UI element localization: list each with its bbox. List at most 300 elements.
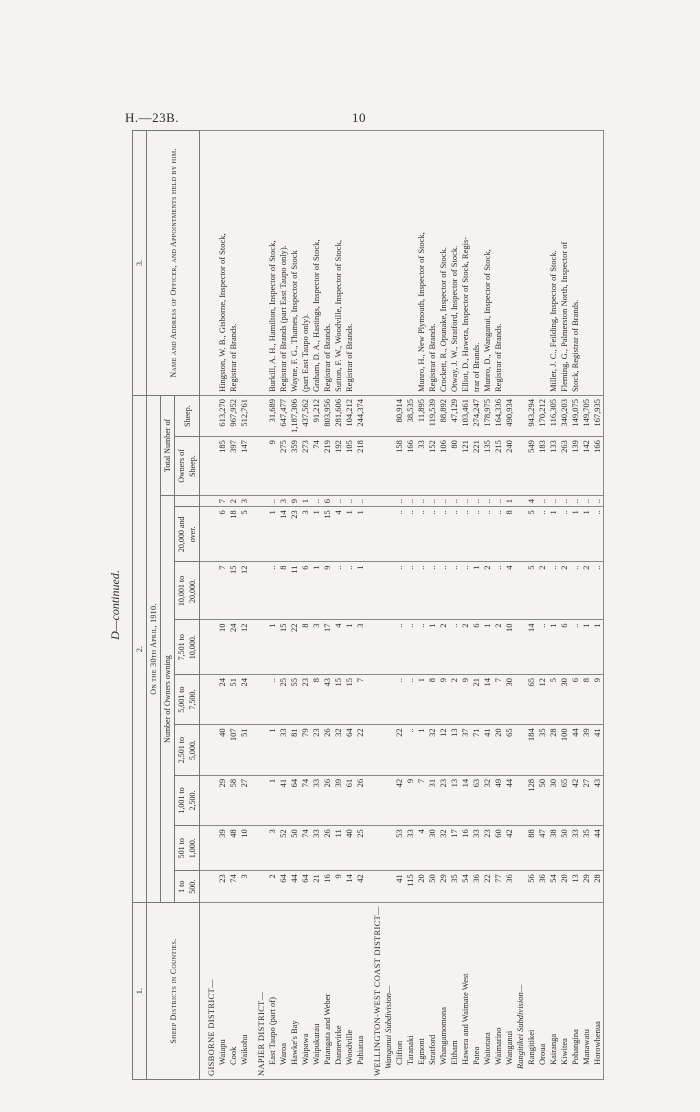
table-cell: 3 — [300, 507, 311, 562]
table-cell: 22 — [355, 725, 366, 775]
officer-cell: Registrar of Brands. — [228, 131, 239, 396]
empty-cell — [366, 562, 383, 620]
table-cell: 3 — [311, 620, 322, 674]
table-cell: 1 — [504, 495, 515, 506]
table-row — [267, 131, 278, 1080]
table-cell: .. — [355, 495, 366, 506]
table-cell: .. — [548, 562, 559, 620]
officer-cell: Burkill, A. H., Hamilton, Inspector of Stock, — [267, 131, 278, 396]
table-cell: 133 — [548, 437, 559, 496]
table-cell: .. — [449, 495, 460, 506]
table-cell: 166 — [592, 437, 604, 496]
table-cell: .. — [460, 495, 471, 506]
table-cell: 105 — [344, 437, 355, 496]
table-cell: 54 — [460, 871, 471, 903]
table-cell: 397 — [228, 437, 239, 496]
table-cell: 5 — [526, 507, 537, 562]
district-name: Taranaki — [405, 903, 416, 1080]
district-name: Waipukurau — [311, 903, 322, 1080]
table-cell: 14 — [482, 674, 493, 724]
table-cell: .. — [559, 495, 570, 506]
table-cell: .. — [311, 495, 322, 506]
table-cell: 3 — [239, 871, 250, 903]
table-cell: 33 — [311, 775, 322, 825]
table-cell: 55 — [289, 674, 300, 724]
table-cell: 51 — [228, 674, 239, 724]
table-cell: .. — [449, 562, 460, 620]
table-cell: 1 — [300, 495, 311, 506]
district-name: Pahiatua — [355, 903, 366, 1080]
empty-cell — [515, 396, 526, 437]
header-owners-of-sheep: Owners of Sheep. — [175, 437, 200, 496]
table-row — [559, 131, 570, 1080]
table-cell: 10 — [239, 826, 250, 871]
district-name: Waimarino — [493, 903, 504, 1080]
officer-cell — [537, 131, 548, 396]
table-cell: 116,305 — [548, 396, 559, 437]
table-cell: 32 — [482, 775, 493, 825]
table-cell: .. — [537, 507, 548, 562]
table-cell: 8 — [427, 674, 438, 724]
col-number-1: 1. — [133, 903, 147, 1080]
district-name: East Taupo (part of) — [267, 903, 278, 1080]
district-name: Stratford — [427, 903, 438, 1080]
table-cell: .. — [471, 495, 482, 506]
empty-cell — [200, 775, 218, 825]
table-cell: .. — [449, 507, 460, 562]
empty-cell — [515, 725, 526, 775]
officer-cell: Registrar of Brands. — [344, 131, 355, 396]
table-cell: 2 — [460, 620, 471, 674]
table-cell: 12 — [239, 562, 250, 620]
officer-cell: Otway, J. W., Stratford, Inspector of Stock. — [449, 131, 460, 396]
table-cell: 149,705 — [581, 396, 592, 437]
empty-cell — [200, 507, 218, 562]
district-heading-row — [250, 131, 267, 1080]
empty-cell — [515, 871, 526, 903]
empty-cell — [200, 826, 218, 871]
empty-cell — [200, 725, 218, 775]
empty-cell — [383, 775, 394, 825]
table-cell: .. — [493, 507, 504, 562]
table-cell: .. — [570, 620, 581, 674]
table-cell: 1 — [416, 674, 427, 724]
empty-cell — [383, 437, 394, 496]
empty-cell — [200, 620, 218, 674]
table-cell: 28 — [548, 725, 559, 775]
table-cell: 33 — [278, 725, 289, 775]
table-cell: 58 — [228, 775, 239, 825]
district-name: Patangata and Weber — [322, 903, 333, 1080]
district-name: Kairanga — [548, 903, 559, 1080]
table-cell: 8 — [311, 674, 322, 724]
table-cell: 12 — [438, 725, 449, 775]
table-cell: 50 — [427, 871, 438, 903]
table-cell: 549 — [526, 437, 537, 496]
table-cell: 281,606 — [333, 396, 344, 437]
table-cell: 6 — [300, 562, 311, 620]
table-cell: 967,952 — [228, 396, 239, 437]
table-cell: .. — [333, 562, 344, 620]
table-cell: 44 — [570, 725, 581, 775]
table-cell: 63 — [471, 775, 482, 825]
table-cell: 64 — [344, 725, 355, 775]
table-cell: 184 — [526, 725, 537, 775]
officer-cell: Miller, J. C., Feilding, Inspector of Stock. — [548, 131, 559, 396]
table-cell: 74 — [300, 775, 311, 825]
district-name: Waitotara — [482, 903, 493, 1080]
table-cell: 26 — [322, 775, 333, 825]
table-cell: 79 — [300, 725, 311, 775]
officer-cell: Registrar of Brands. — [322, 131, 333, 396]
table-cell: 14 — [344, 871, 355, 903]
table-cell: 167,935 — [592, 396, 604, 437]
table-cell: 2 — [449, 674, 460, 724]
table-cell: 2 — [438, 620, 449, 674]
table-cell: 119,539 — [427, 396, 438, 437]
table-cell: 49 — [493, 775, 504, 825]
table-cell: .. — [581, 495, 592, 506]
table-cell: 41 — [394, 871, 405, 903]
table-cell: 12 — [239, 620, 250, 674]
table-row — [228, 131, 239, 1080]
officer-cell: Sutton, F. W., Woodville, Inspector of Stock, — [333, 131, 344, 396]
table-cell: .. — [394, 674, 405, 724]
table-cell: 2 — [537, 562, 548, 620]
header-range: 1 to 500. — [175, 871, 200, 903]
empty-cell — [366, 871, 383, 903]
table-cell: .. — [592, 562, 604, 620]
table-cell: 9 — [592, 674, 604, 724]
table-cell: 65 — [526, 674, 537, 724]
table-cell: 16 — [322, 871, 333, 903]
empty-cell — [515, 620, 526, 674]
table-cell: 77 — [493, 871, 504, 903]
empty-cell — [250, 826, 267, 871]
table-row — [581, 131, 592, 1080]
table-cell: 47 — [537, 826, 548, 871]
table-cell: 183 — [537, 437, 548, 496]
table-cell: 25 — [355, 826, 366, 871]
table-cell: .. — [267, 562, 278, 620]
empty-cell — [515, 562, 526, 620]
empty-cell — [250, 871, 267, 903]
district-name: Egmont — [416, 903, 427, 1080]
table-cell: 1 — [471, 562, 482, 620]
table-cell: 30 — [504, 674, 515, 724]
table-cell: 88,892 — [438, 396, 449, 437]
table-cell: 1 — [581, 507, 592, 562]
table-cell: .. — [344, 562, 355, 620]
table-cell: 20 — [493, 725, 504, 775]
table-cell: 56 — [526, 871, 537, 903]
table-cell: 33 — [471, 826, 482, 871]
table-cell: 15 — [278, 620, 289, 674]
table-cell: 4 — [333, 620, 344, 674]
table-cell: .. — [405, 725, 416, 775]
officer-cell — [592, 131, 604, 396]
officer-cell: Munro, H., New Plymouth, Inspector of Stock, — [416, 131, 427, 396]
table-cell: 274,247 — [471, 396, 482, 437]
table-cell: 36 — [537, 871, 548, 903]
table-cell: 1,187,306 — [289, 396, 300, 437]
empty-cell — [250, 507, 267, 562]
table-row — [300, 131, 311, 1080]
table-row — [239, 131, 250, 1080]
table-cell: 23 — [300, 674, 311, 724]
table-row — [570, 131, 581, 1080]
table-cell: 4 — [416, 826, 427, 871]
empty-cell — [383, 562, 394, 620]
empty-cell — [383, 725, 394, 775]
empty-cell — [515, 826, 526, 871]
header-range: 2,501 to 5,000. — [175, 725, 200, 775]
table-cell: 14 — [278, 507, 289, 562]
table-cell: 2 — [267, 871, 278, 903]
table-cell: 6 — [471, 620, 482, 674]
header-date: On the 30th April, 1910. — [147, 396, 161, 903]
table-cell: 27 — [581, 775, 592, 825]
header-range: 7,501 to 10,000. — [175, 620, 200, 674]
empty-cell — [366, 725, 383, 775]
table-cell: 359 — [289, 437, 300, 496]
table-cell: 1 — [355, 562, 366, 620]
table-cell: 30 — [548, 775, 559, 825]
table-body — [200, 131, 604, 1080]
table-cell: 219 — [322, 437, 333, 496]
table-cell: 244,374 — [355, 396, 366, 437]
district-name: Clifton — [394, 903, 405, 1080]
table-cell: 29 — [581, 871, 592, 903]
table-cell: .. — [416, 507, 427, 562]
empty-cell — [366, 495, 383, 506]
table-cell: 22 — [289, 620, 300, 674]
table-cell: 33 — [311, 826, 322, 871]
officer-cell — [581, 131, 592, 396]
page-number: 10 — [352, 110, 366, 125]
table-cell: 5 — [548, 674, 559, 724]
header-range — [175, 495, 200, 506]
district-name: Rangitikei — [526, 903, 537, 1080]
table-cell: .. — [570, 495, 581, 506]
table-cell: 149,075 — [570, 396, 581, 437]
table-cell: 30 — [427, 826, 438, 871]
table-row — [537, 131, 548, 1080]
table-row — [592, 131, 604, 1080]
table-cell: 39 — [581, 725, 592, 775]
table-cell: 23 — [311, 725, 322, 775]
table-cell: 275 — [278, 437, 289, 496]
table-cell: 23 — [289, 507, 300, 562]
table-cell: .. — [537, 620, 548, 674]
district-name: Whangamomona — [438, 903, 449, 1080]
table-cell: .. — [460, 562, 471, 620]
table-cell: 44 — [289, 871, 300, 903]
district-name: Cook — [228, 903, 239, 1080]
table-cell: 8 — [504, 507, 515, 562]
table-cell: .. — [438, 495, 449, 506]
header-total-number: Total Number of — [161, 396, 175, 496]
header-range: 501 to 1,000. — [175, 826, 200, 871]
table-row — [278, 131, 289, 1080]
table-cell: 647,477 — [278, 396, 289, 437]
table-cell: .. — [493, 495, 504, 506]
table-cell: 29 — [217, 775, 228, 825]
table-cell: 42 — [394, 775, 405, 825]
table-cell: 2 — [581, 562, 592, 620]
empty-cell — [515, 495, 526, 506]
empty-cell — [366, 674, 383, 724]
table-cell: 31,689 — [267, 396, 278, 437]
officer-cell: Fleming, G., Palmerston North, Inspector of — [559, 131, 570, 396]
table-cell: 14 — [460, 775, 471, 825]
table-cell: 3 — [278, 495, 289, 506]
table-cell: .. — [482, 495, 493, 506]
empty-cell — [200, 674, 218, 724]
table-cell: 53 — [394, 826, 405, 871]
table-cell: 142 — [581, 437, 592, 496]
empty-cell — [366, 437, 383, 496]
empty-cell — [200, 495, 218, 506]
table-cell: .. — [592, 507, 604, 562]
table-cell: 61 — [344, 775, 355, 825]
district-title: NAPIER DISTRICT— — [250, 903, 267, 1080]
table-cell: 107 — [228, 725, 239, 775]
table-cell: 192 — [333, 437, 344, 496]
table-cell: .. — [405, 495, 416, 506]
table-cell: 21 — [471, 674, 482, 724]
table-cell: 23 — [438, 775, 449, 825]
table-row — [471, 131, 482, 1080]
table-cell: .. — [592, 495, 604, 506]
table-cell: 31 — [427, 775, 438, 825]
table-cell: 51 — [239, 725, 250, 775]
table-row — [449, 131, 460, 1080]
table-cell: .. — [416, 562, 427, 620]
table-cell: 40 — [217, 725, 228, 775]
table-cell: 42 — [570, 775, 581, 825]
table-cell: 1 — [267, 507, 278, 562]
table-row — [217, 131, 228, 1080]
header-owners-owning: Number of Owners owning — [161, 495, 175, 902]
header-range: 10,001 to 20,000. — [175, 562, 200, 620]
district-name: Waipawa — [300, 903, 311, 1080]
officer-cell — [239, 131, 250, 396]
table-cell: 20 — [559, 871, 570, 903]
table-cell: 43 — [592, 775, 604, 825]
table-cell: 18 — [228, 507, 239, 562]
table-row — [405, 131, 416, 1080]
table-cell: .. — [427, 562, 438, 620]
empty-cell — [250, 131, 267, 396]
table-cell: 6 — [217, 507, 228, 562]
table-cell: 121 — [460, 437, 471, 496]
table-cell: 1 — [267, 620, 278, 674]
rotated-table-page — [100, 130, 670, 1080]
table-cell: 9 — [438, 674, 449, 724]
empty-cell — [366, 775, 383, 825]
table-cell: 104,212 — [344, 396, 355, 437]
table-cell: 38 — [548, 826, 559, 871]
district-name: Patea — [471, 903, 482, 1080]
table-cell: 12 — [537, 674, 548, 724]
empty-cell — [515, 437, 526, 496]
table-cell: 135 — [482, 437, 493, 496]
table-cell: 1 — [548, 507, 559, 562]
district-name: Kiwitea — [559, 903, 570, 1080]
table-cell: 1 — [592, 620, 604, 674]
officer-cell: Munro, D., Wanganui, Inspector of Stock, — [482, 131, 493, 396]
empty-cell — [200, 871, 218, 903]
table-cell: 2 — [493, 620, 504, 674]
officer-cell: trar of Brands. — [471, 131, 482, 396]
officer-cell — [405, 131, 416, 396]
table-cell: 9 — [322, 562, 333, 620]
district-name: Waroa — [278, 903, 289, 1080]
table-cell: 14 — [526, 620, 537, 674]
table-cell: .. — [416, 495, 427, 506]
table-cell: 54 — [548, 871, 559, 903]
table-cell: 88 — [526, 826, 537, 871]
table-cell: 74 — [228, 871, 239, 903]
table-cell: 100 — [559, 725, 570, 775]
table-cell: 13 — [570, 871, 581, 903]
empty-cell — [250, 725, 267, 775]
table-cell: 1 — [311, 562, 322, 620]
table-cell: 23 — [482, 826, 493, 871]
table-cell: 33 — [416, 437, 427, 496]
table-cell: 50 — [289, 826, 300, 871]
officer-cell — [526, 131, 537, 396]
table-cell: 71 — [471, 725, 482, 775]
table-cell: 32 — [427, 725, 438, 775]
table-cell: .. — [405, 562, 416, 620]
table-cell: 41 — [592, 725, 604, 775]
empty-cell — [250, 396, 267, 437]
table-cell: 30 — [559, 674, 570, 724]
table-cell: 1 — [311, 507, 322, 562]
district-title: WELLINGTON-WEST COAST DISTRICT— — [366, 903, 383, 1080]
table-cell: 24 — [228, 620, 239, 674]
table-row — [493, 131, 504, 1080]
table-cell: .. — [460, 507, 471, 562]
empty-cell — [250, 620, 267, 674]
district-name: Oroua — [537, 903, 548, 1080]
table-cell: 1 — [355, 507, 366, 562]
table-cell: 158 — [394, 437, 405, 496]
district-name: Horowhenua — [592, 903, 604, 1080]
table-cell: 64 — [289, 775, 300, 825]
subdivision-heading-row — [515, 131, 526, 1080]
district-name: Waiapu — [217, 903, 228, 1080]
table-cell: 65 — [504, 725, 515, 775]
table-cell: 1 — [570, 507, 581, 562]
table-cell: .. — [438, 507, 449, 562]
table-cell: 33 — [405, 826, 416, 871]
table-cell: .. — [394, 495, 405, 506]
table-cell: 41 — [278, 775, 289, 825]
empty-cell — [515, 775, 526, 825]
table-cell: 80,914 — [394, 396, 405, 437]
subdivision-heading-row — [383, 131, 394, 1080]
table-cell: 6 — [559, 620, 570, 674]
empty-cell — [250, 775, 267, 825]
officer-cell: Wayne, F. G., Thames, Inspector of Stock — [289, 131, 300, 396]
table-cell: 437,562 — [300, 396, 311, 437]
subdivision-title: Wanganui Subdivision— — [383, 903, 394, 1080]
district-heading-row — [200, 131, 218, 1080]
table-cell: 24 — [239, 674, 250, 724]
